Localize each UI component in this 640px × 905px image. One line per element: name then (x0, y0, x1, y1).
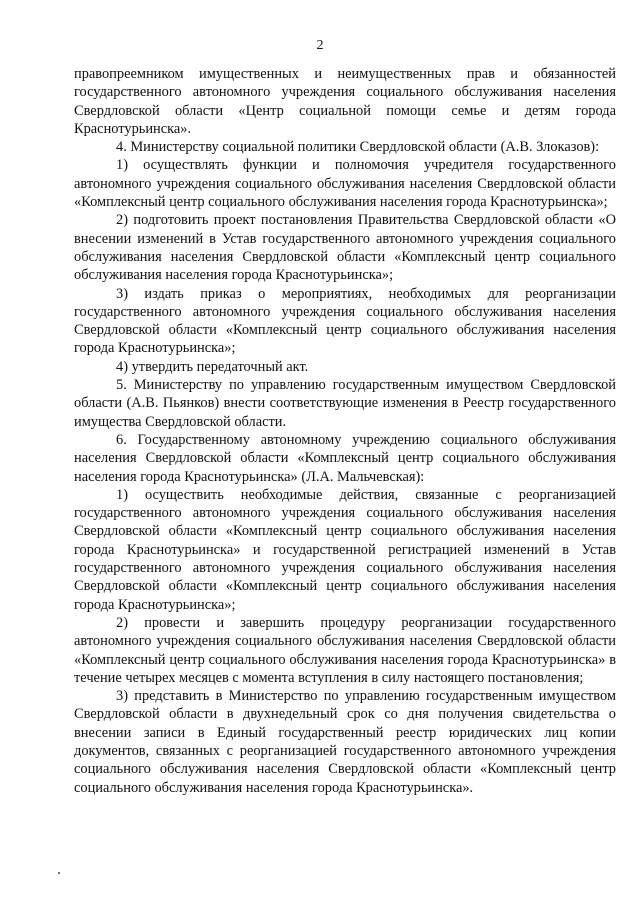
page-number: 2 (316, 38, 324, 53)
paragraph-item-6-1: 1) осуществить необходимые действия, связанные с реорганизацией государственного автономного учреждения социального обслуживания населения Свердловской области «Комплексный центр социального обслуживания населения города Краснотурьинска» и государственной регистрацией изменений в Устав государственного автономного учреждения социального обслуживания населения Свердловской области «Комплексный центр социального обслуживания населения города Краснотурьинска»; (74, 486, 616, 613)
paragraph-item-4: 4. Министерству социальной политики Свердловской области (А.В. Злоказов): (116, 139, 600, 156)
paragraph-item-6: 6. Государственному автономному учреждению социального обслуживания населения Свердловской области «Комплексный центр социального обслуживания населения города Краснотурьинска» (Л.А. Мальчевская): (74, 431, 616, 485)
paragraph-continuation: правопреемником имущественных и неимущественных прав и обязанностей государственного автономного учреждения социального обслуживания населения Свердловской области «Центр социальной помощи семье и детям города Краснотурьинска». (74, 66, 616, 137)
paragraph-item-4-4: 4) утвердить передаточный акт. (116, 358, 309, 375)
paragraph-item-4-1: 1) осуществлять функции и полномочия учредителя государственного автономного учреждения социального обслуживания населения Свердловской области «Комплексный центр социального обслуживания населения города Краснотурьинска»; (74, 157, 616, 211)
scan-speck (58, 872, 60, 874)
paragraph-item-4-3: 3) издать приказ о мероприятиях, необходимых для реорганизации государственного автономного учреждения социального обслуживания населения Свердловской области «Комплексный центр социального обслуживания населения города Краснотурьинска»; (74, 285, 616, 357)
paragraph-item-5: 5. Министерству по управлению государственным имуществом Свердловской области (А.В. Пьянков) внести соответствующие изменения в Реестр государственного имущества Свердловской области. (74, 377, 616, 430)
document-body (74, 65, 616, 797)
paragraph-item-4-2: 2) подготовить проект постановления Правительства Свердловской области «О внесении изменений в Устав государственного автономного учреждения социального обслуживания населения Свердловской области «Комплексный центр социального обслуживания населения города Краснотурьинска»; (74, 212, 616, 284)
paragraph-item-6-3: 3) представить в Министерство по управлению государственным имуществом Свердловской области в двухнедельный срок со дня получения свидетельства о внесении записи в Единый государственный реестр юридических лиц копии документов, связанных с реорганизацией государственного автономного учреждения социального обслуживания населения Свердловской области «Комплексный центр социального обслуживания населения города Краснотурьинска». (74, 688, 616, 796)
paragraph-item-6-2: 2) провести и завершить процедуру реорганизации государственного автономного учреждения социального обслуживания населения Свердловской области «Комплексный центр социального обслуживания населения города Краснотурьинска» в течение четырех месяцев с момента вступления в силу настоящего постановления; (74, 614, 616, 686)
